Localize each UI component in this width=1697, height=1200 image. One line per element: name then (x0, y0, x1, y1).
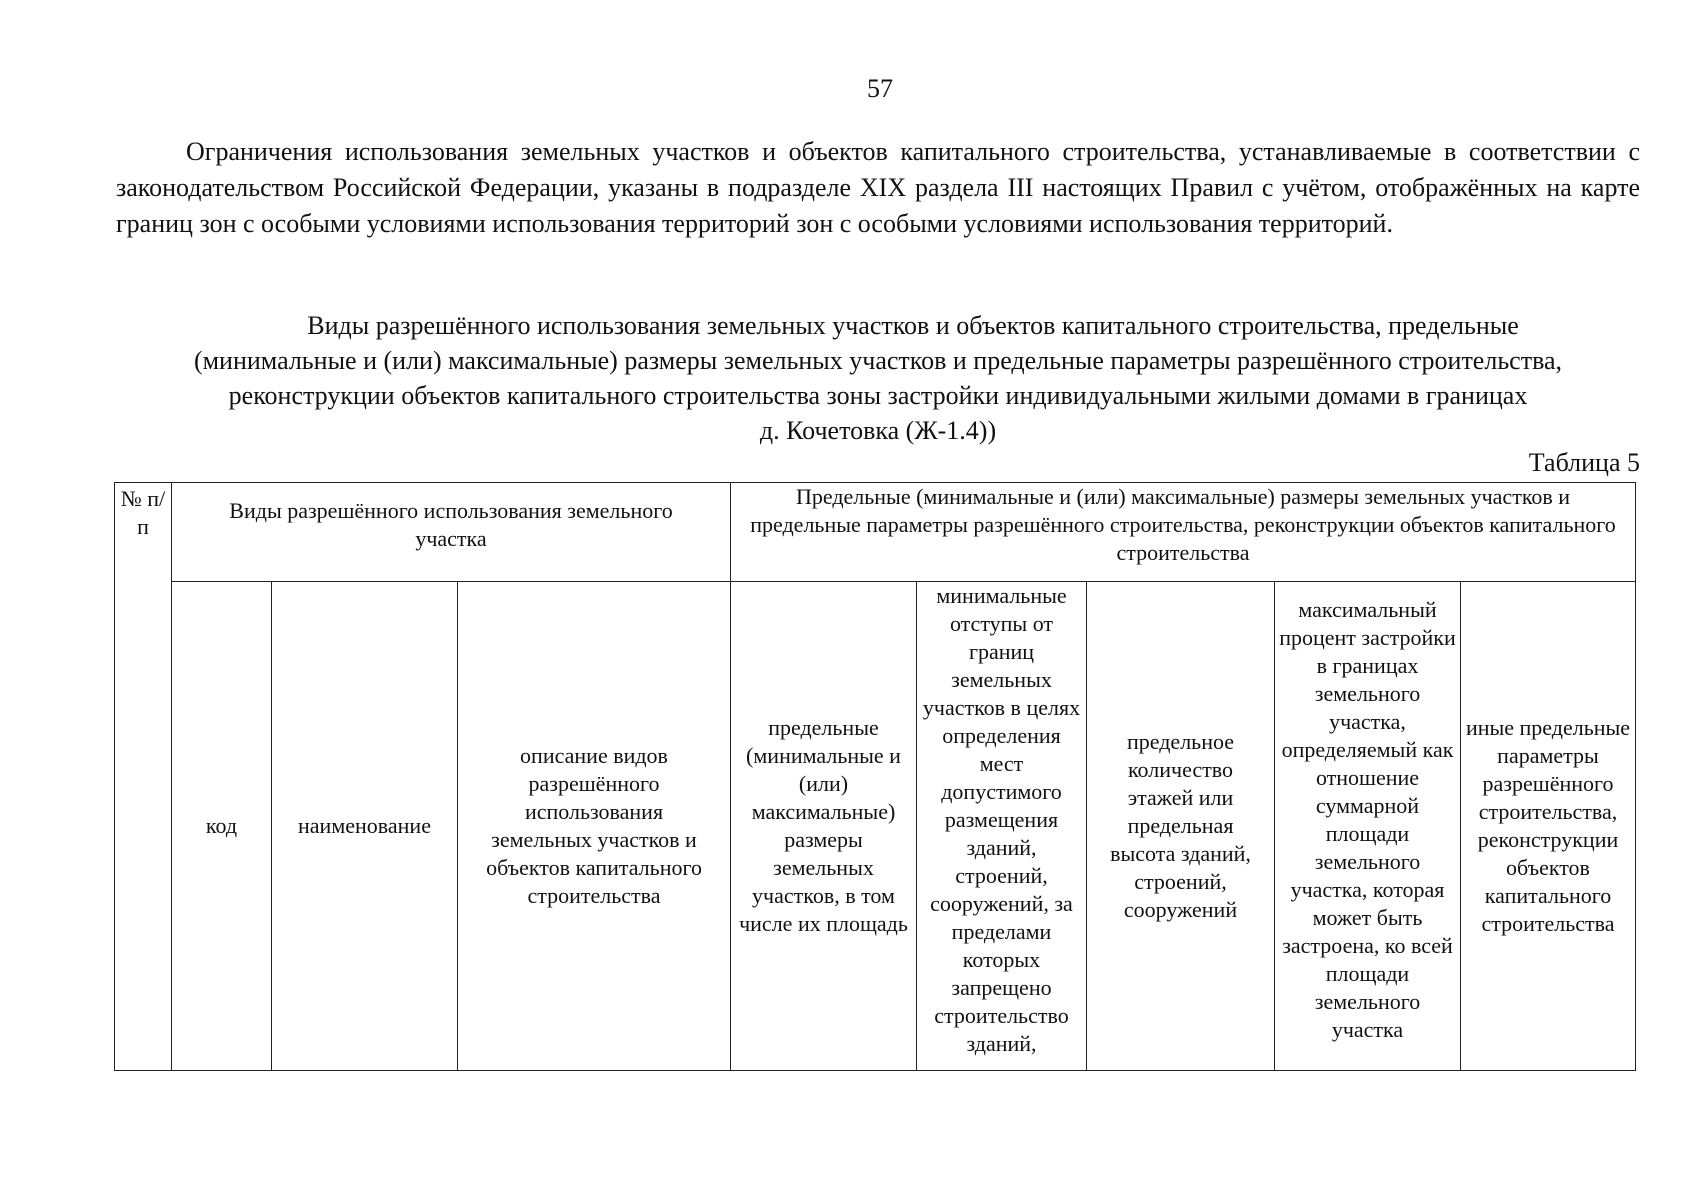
header-description: описание видов разрешённого использования земельных участков и объектов капитального строительства (458, 582, 731, 1071)
header-other-params: иные предельные параметры разрешённого строительства, реконструкции объектов капитального строительства (1461, 582, 1636, 1071)
land-use-table (114, 482, 1636, 1071)
header-number: № п/п (115, 483, 172, 1071)
title-line-4: д. Кочетовка (Ж-1.4)) (759, 416, 997, 445)
header-floors: предельное количество этажей или предельная высота зданий, строений, сооружений (1087, 582, 1275, 1071)
header-group-land-use: Виды разрешённого использования земельного участка (172, 483, 731, 582)
page-number: 57 (867, 74, 893, 103)
header-name: наименование (272, 582, 458, 1071)
document-title (116, 308, 1640, 448)
title-line-2: (минимальные и (или) максимальные) размеры земельных участков и предельные параметры разрешённого строительства, (193, 346, 1563, 375)
title-line-1: Виды разрешённого использования земельных участков и объектов капитального строительства, предельные (307, 311, 1519, 340)
header-group-limits: Предельные (минимальные и (или) максимальные) размеры земельных участков и предельные параметры разрешённого строительства, реконструкции объектов капитального строительства (731, 483, 1636, 582)
header-plot-sizes: предельные (минимальные и (или) максимальные) размеры земельных участков, в том числе их площадь (731, 582, 917, 1071)
intro-paragraph: Ограничения использования земельных участков и объектов капитального строительства, устанавливаемые в соответствии с законодательством Российской Федерации, указаны в подразделе XIX раздела III настоящих Правил с учётом, отображённых на карте границ зон с особыми условиями использования территорий зон с особыми условиями использования территорий. (116, 137, 1640, 238)
title-line-3: реконструкции объектов капитального строительства зоны застройки индивидуальными жилыми домами в границах (228, 381, 1528, 410)
header-code: код (172, 582, 272, 1071)
table-caption: Таблица 5 (1528, 448, 1640, 477)
header-setbacks: минимальные отступы от границ земельных участков в целях определения мест допустимого размещения зданий, строений, сооружений, за пределами которых запрещено строительство зданий, (917, 582, 1087, 1071)
header-coverage: максимальный процент застройки в границах земельного участка, определяемый как отношение суммарной площади земельного участка, которая может быть застроена, ко всей площади земельного участка (1275, 582, 1461, 1071)
